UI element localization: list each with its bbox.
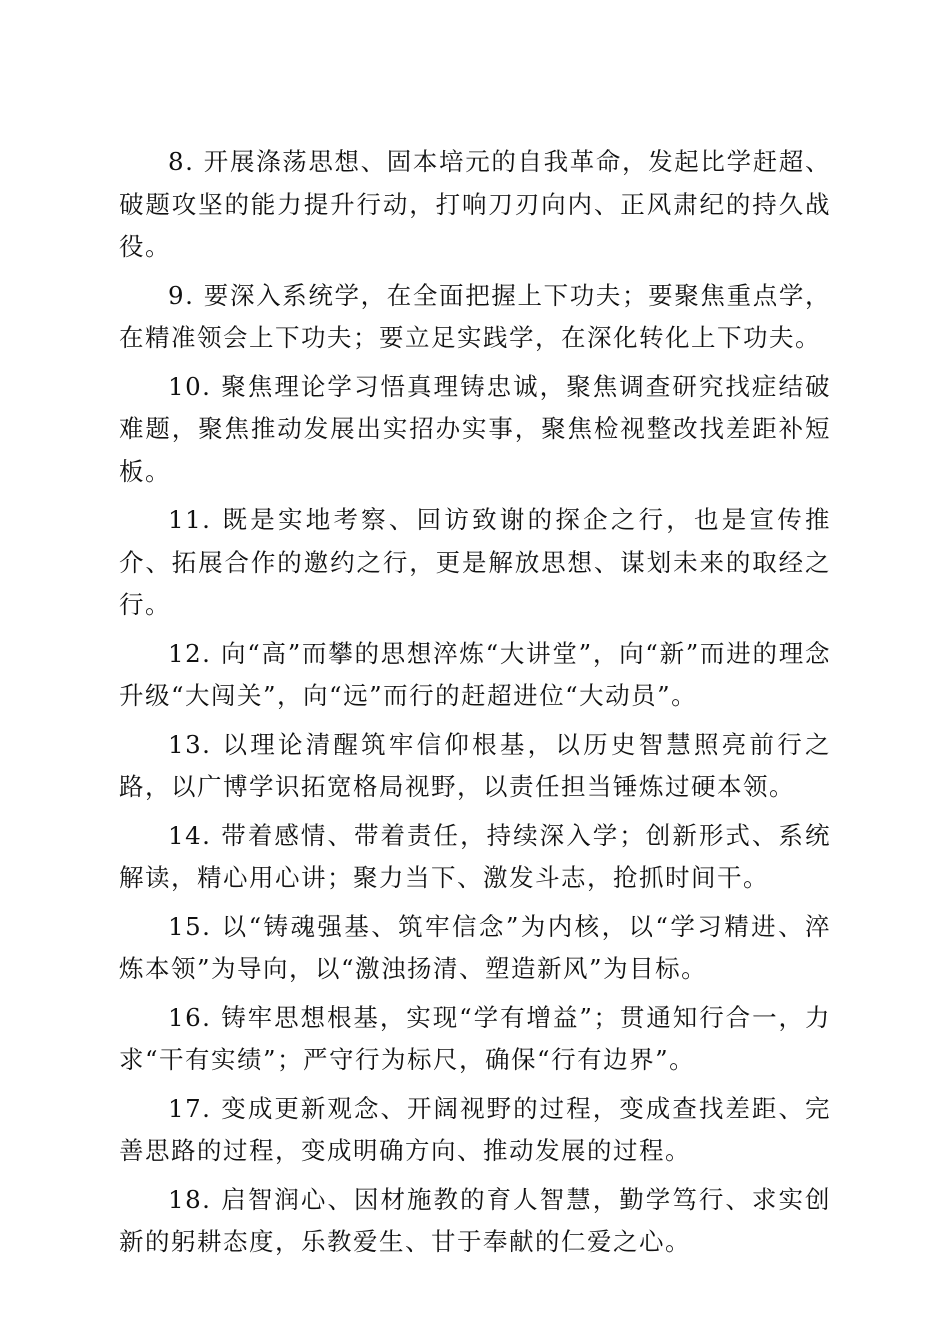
paragraph-11: 11. 既是实地考察、回访致谢的探企之行，也是宣传推介、拓展合作的邀约之行，更是解放思想、谋划未来的取经之行。 [119, 505, 831, 619]
paragraph-18: 18. 启智润心、因材施教的育人智慧，勤学笃行、求实创新的躬耕态度，乐教爱生、甘于奉献的仁爱之心。 [119, 1184, 831, 1256]
document-body [119, 141, 831, 1270]
paragraph-14: 14. 带着感情、带着责任，持续深入学；创新形式、系统解读，精心用心讲；聚力当下、激发斗志，抢抓时间干。 [119, 820, 831, 892]
paragraph-15: 15. 以“铸魂强基、筑牢信念”为内核，以“学习精进、淬炼本领”为导向，以“激浊扬清、塑造新风”为目标。 [119, 911, 831, 983]
paragraph-16: 16. 铸牢思想根基，实现“学有增益”；贯通知行合一，力求“干有实绩”；严守行为标尺，确保“行有边界”。 [119, 1002, 831, 1074]
paragraph-13: 13. 以理论清醒筑牢信仰根基，以历史智慧照亮前行之路，以广博学识拓宽格局视野，以责任担当锤炼过硬本领。 [119, 729, 831, 801]
paragraph-17: 17. 变成更新观念、开阔视野的过程，变成查找差距、完善思路的过程，变成明确方向、推动发展的过程。 [119, 1093, 831, 1165]
paragraph-10: 10. 聚焦理论学习悟真理铸忠诚，聚焦调查研究找症结破难题，聚焦推动发展出实招办实事，聚焦检视整改找差距补短板。 [119, 371, 831, 486]
paragraph-9: 9. 要深入系统学，在全面把握上下功夫；要聚焦重点学，在精准领会上下功夫；要立足实践学，在深化转化上下功夫。 [119, 280, 831, 352]
paragraph-8: 8. 开展涤荡思想、固本培元的自我革命，发起比学赶超、破题攻坚的能力提升行动，打响刀刃向内、正风肃纪的持久战役。 [119, 147, 831, 261]
paragraph-12: 12. 向“高”而攀的思想淬炼“大讲堂”，向“新”而进的理念升级“大闯关”，向“远”而行的赶超进位“大动员”。 [119, 638, 831, 710]
